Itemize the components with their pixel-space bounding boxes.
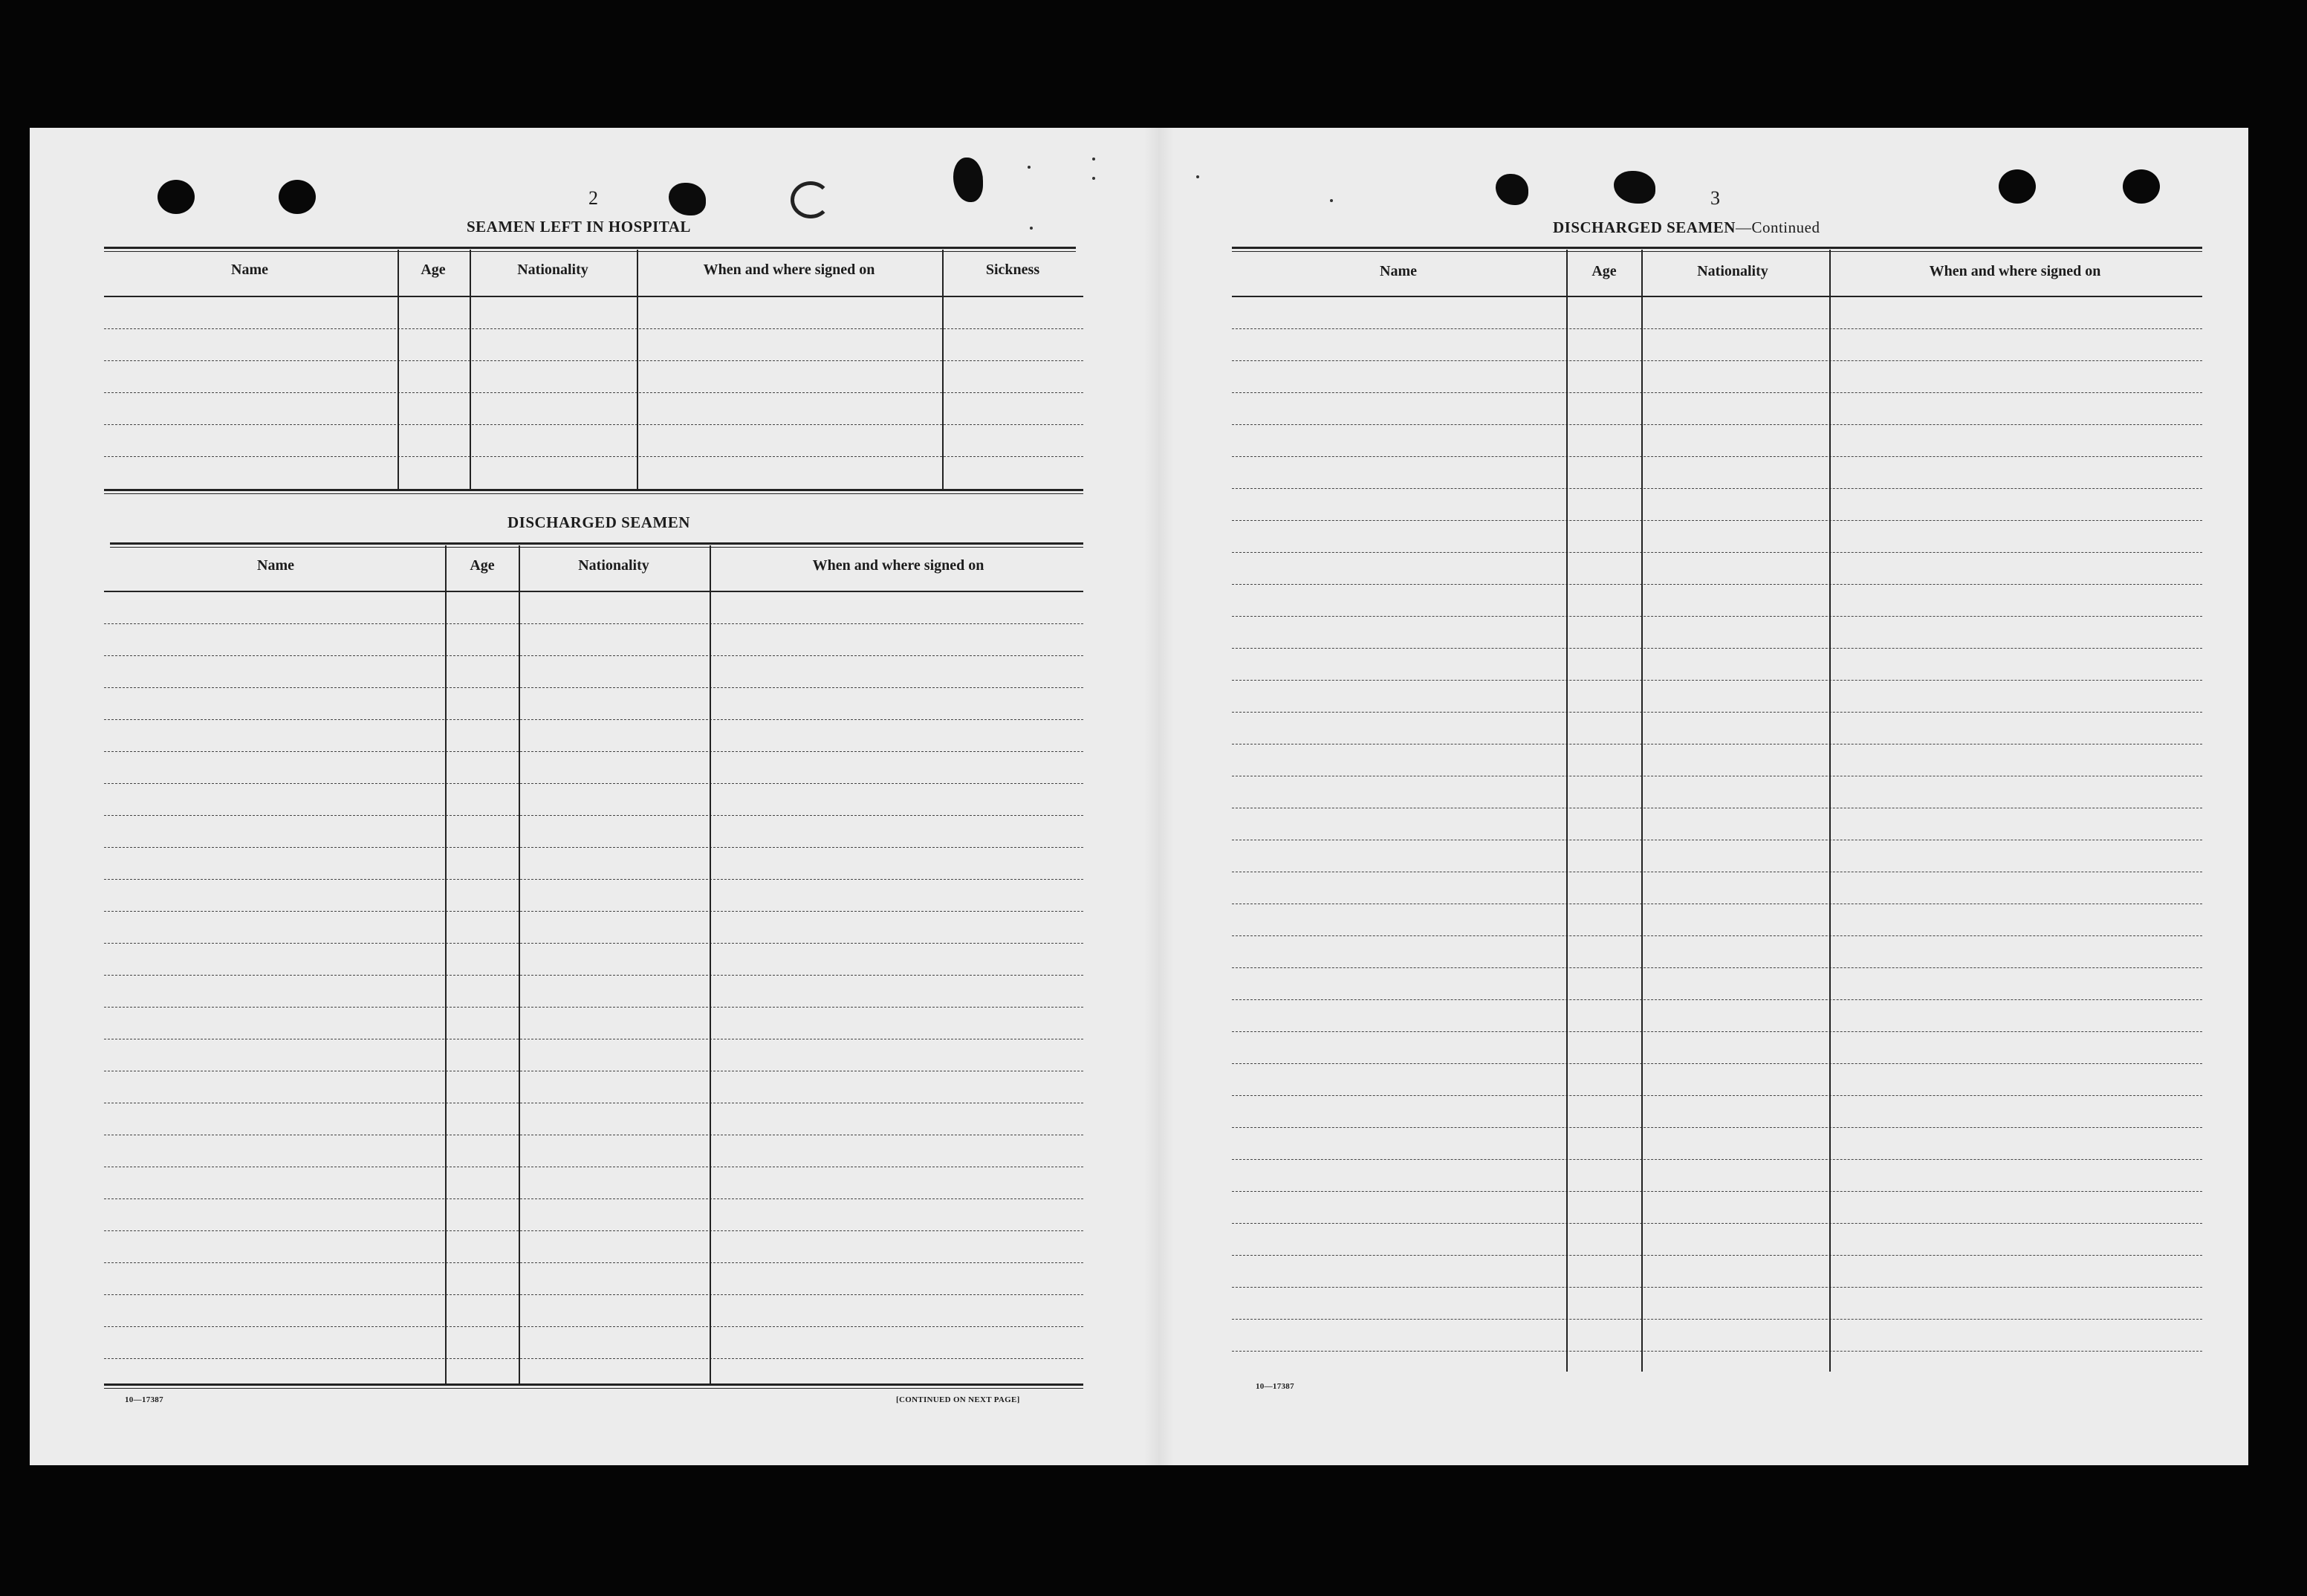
column-divider bbox=[398, 250, 399, 489]
paper-speck bbox=[1196, 175, 1199, 178]
column-header-age: Age bbox=[421, 262, 446, 278]
section-title-suffix: —Continued bbox=[1735, 218, 1820, 236]
section-title-discharged: DISCHARGED SEAMEN bbox=[507, 513, 690, 531]
ruled-line bbox=[1232, 680, 2202, 681]
ruled-line bbox=[104, 1326, 1083, 1327]
ruled-line bbox=[1232, 488, 2202, 489]
ruled-line bbox=[104, 1198, 1083, 1199]
ruled-line bbox=[104, 783, 1083, 784]
page-number: 2 bbox=[588, 187, 598, 209]
ruled-line bbox=[1232, 328, 2202, 329]
column-header-name: Name bbox=[257, 557, 294, 574]
ruled-line bbox=[104, 687, 1083, 688]
column-header-signed-on: When and where signed on bbox=[1929, 263, 2101, 279]
ruled-line bbox=[1232, 935, 2202, 936]
table-bottom-rule bbox=[104, 489, 1083, 491]
ruled-line bbox=[104, 655, 1083, 656]
ruled-line bbox=[1232, 584, 2202, 585]
continued-note: [CONTINUED ON NEXT PAGE] bbox=[896, 1395, 1020, 1404]
column-header-name: Name bbox=[231, 262, 268, 278]
column-divider bbox=[1829, 250, 1831, 1372]
ruled-line bbox=[104, 328, 1083, 329]
ruled-line bbox=[1232, 712, 2202, 713]
ruled-line bbox=[1232, 1191, 2202, 1192]
ruled-line bbox=[1232, 424, 2202, 425]
ruled-line bbox=[104, 456, 1083, 457]
ruled-line bbox=[1232, 1063, 2202, 1064]
paper-speck bbox=[1330, 199, 1333, 202]
form-number: 10—17387 bbox=[1256, 1382, 1294, 1391]
header-rule bbox=[1232, 296, 2202, 297]
ruled-line bbox=[104, 879, 1083, 880]
ruled-line bbox=[1232, 999, 2202, 1000]
ruled-line bbox=[104, 360, 1083, 361]
ruled-line bbox=[104, 1294, 1083, 1295]
paper-speck bbox=[1092, 158, 1095, 160]
paper-speck bbox=[1092, 177, 1095, 180]
ruled-line bbox=[1232, 1223, 2202, 1224]
section-title-hospital: SEAMEN LEFT IN HOSPITAL bbox=[467, 218, 691, 236]
header-rule bbox=[104, 591, 1083, 592]
ruled-line bbox=[104, 943, 1083, 944]
column-header-signed-on: When and where signed on bbox=[812, 557, 984, 574]
table-top-rule bbox=[1232, 247, 2202, 249]
ruled-line bbox=[1232, 360, 2202, 361]
ruled-line bbox=[104, 392, 1083, 393]
column-header-nationality: Nationality bbox=[517, 262, 588, 278]
ruled-line bbox=[104, 1230, 1083, 1231]
column-divider bbox=[1641, 250, 1643, 1372]
column-divider bbox=[445, 545, 447, 1383]
ruled-line bbox=[1232, 1319, 2202, 1320]
ruled-line bbox=[1232, 456, 2202, 457]
paper-mark bbox=[791, 181, 831, 218]
section-title-text: DISCHARGED SEAMEN bbox=[1553, 218, 1736, 236]
ruled-line bbox=[104, 751, 1083, 752]
punch-hole bbox=[2123, 169, 2160, 204]
section-title-discharged-continued bbox=[1553, 218, 1820, 237]
ruled-line bbox=[104, 1007, 1083, 1008]
ruled-line bbox=[104, 975, 1083, 976]
column-divider bbox=[710, 545, 711, 1383]
column-divider bbox=[470, 250, 471, 489]
ruled-line bbox=[1232, 552, 2202, 553]
ruled-line bbox=[104, 815, 1083, 816]
column-divider bbox=[942, 250, 944, 489]
ruled-line bbox=[1232, 1031, 2202, 1032]
ruled-line bbox=[104, 911, 1083, 912]
table-top-rule bbox=[104, 247, 1076, 249]
punch-hole bbox=[279, 180, 316, 214]
paper-speck bbox=[1028, 166, 1031, 169]
ruled-line bbox=[1232, 1127, 2202, 1128]
ruled-line bbox=[1232, 392, 2202, 393]
header-rule bbox=[104, 296, 1083, 297]
ruled-line bbox=[1232, 967, 2202, 968]
punch-hole bbox=[158, 180, 195, 214]
ruled-line bbox=[1232, 1255, 2202, 1256]
column-header-nationality: Nationality bbox=[1697, 263, 1768, 279]
column-header-signed-on: When and where signed on bbox=[703, 262, 875, 278]
paper-speck bbox=[1030, 227, 1033, 230]
ruled-line bbox=[1232, 648, 2202, 649]
column-divider bbox=[1566, 250, 1568, 1372]
column-divider bbox=[637, 250, 638, 489]
ruled-line bbox=[104, 719, 1083, 720]
column-header-name: Name bbox=[1380, 263, 1417, 279]
ruled-line bbox=[104, 623, 1083, 624]
ruled-line bbox=[1232, 616, 2202, 617]
column-divider bbox=[519, 545, 520, 1383]
ruled-line bbox=[104, 847, 1083, 848]
page-fold bbox=[1144, 128, 1174, 1465]
ruled-line bbox=[104, 1262, 1083, 1263]
table-top-rule bbox=[110, 542, 1083, 545]
ruled-line bbox=[104, 424, 1083, 425]
ruled-line bbox=[1232, 1287, 2202, 1288]
page-number: 3 bbox=[1710, 187, 1720, 209]
table-bottom-rule bbox=[104, 1383, 1083, 1386]
ruled-line bbox=[1232, 520, 2202, 521]
ruled-line bbox=[1232, 744, 2202, 745]
column-header-age: Age bbox=[1591, 263, 1617, 279]
ruled-line bbox=[1232, 1095, 2202, 1096]
column-header-nationality: Nationality bbox=[578, 557, 649, 574]
column-header-age: Age bbox=[470, 557, 495, 574]
ruled-line bbox=[1232, 1351, 2202, 1352]
punch-hole bbox=[1999, 169, 2036, 204]
column-header-sickness: Sickness bbox=[985, 262, 1040, 278]
ruled-line bbox=[104, 1358, 1083, 1359]
form-number: 10—17387 bbox=[125, 1395, 163, 1404]
ruled-line bbox=[1232, 1159, 2202, 1160]
